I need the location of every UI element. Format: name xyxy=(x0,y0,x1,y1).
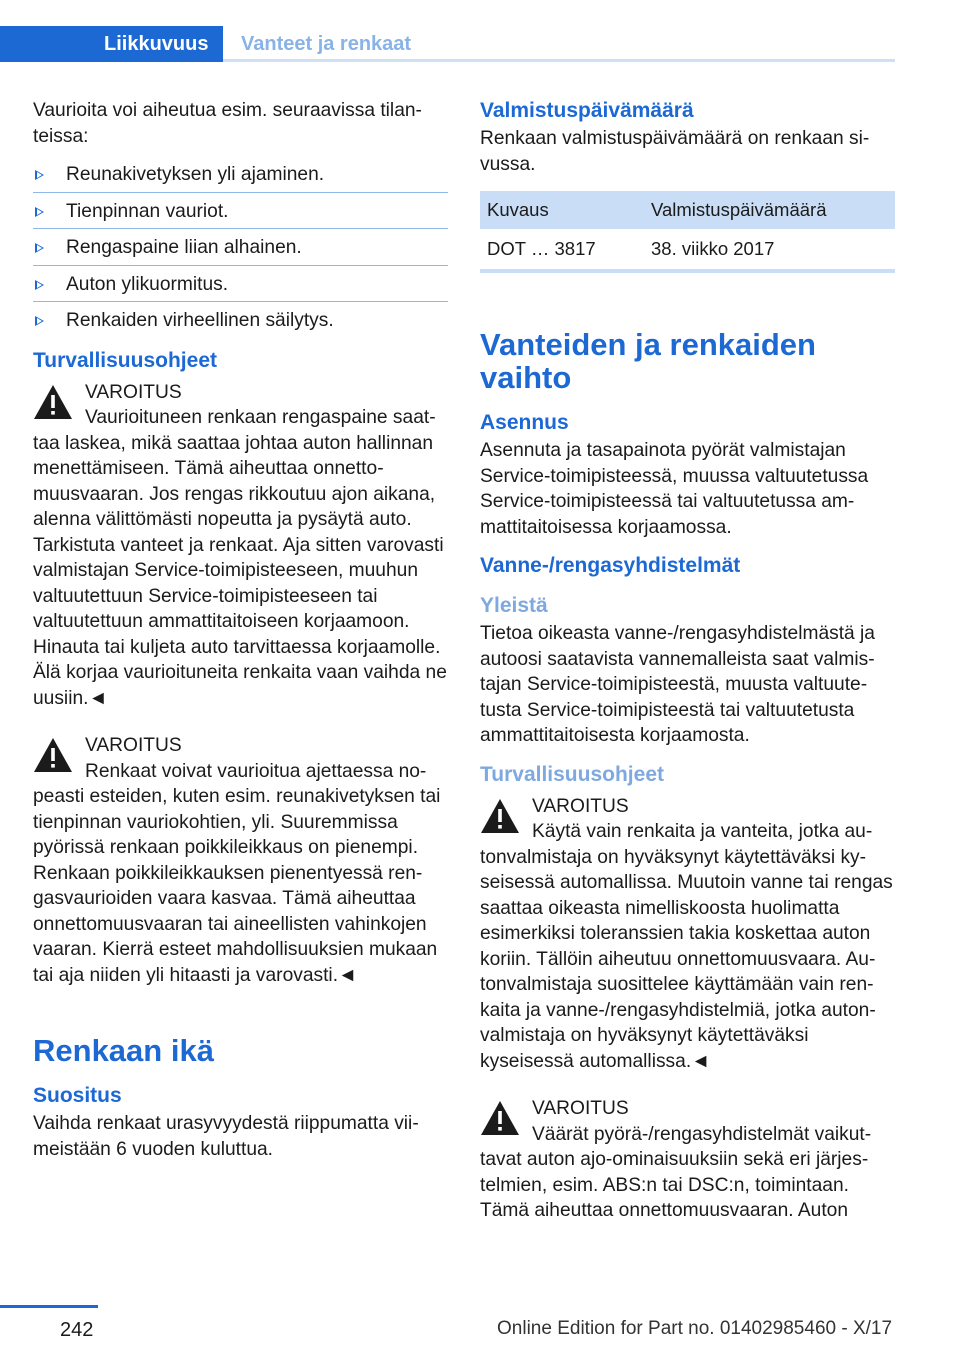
list-item xyxy=(33,162,448,193)
section-heading-combinations: Vanne-/rengasyhdistelmät xyxy=(480,554,741,577)
table-row xyxy=(480,229,895,271)
edition-note: Online Edition for Part no. 01402985460 - X/17 xyxy=(497,1318,893,1339)
section-title-tire-age: Renkaan ikä xyxy=(33,1033,214,1068)
warning-triangle-icon xyxy=(480,1100,520,1136)
recommendation-text: Vaihda renkaat urasyvyydestä riippumatta viimeistään 6 vuoden kuluttua. xyxy=(33,1113,419,1160)
right-column xyxy=(480,98,895,1246)
mounting-text: Asennuta ja tasapainota pyörät valmistajan Service-toimipisteessä, muussa valtuutetussa Service-toimipisteessä tai valtuutetussa ammattitaitoisessa korjaamossa. xyxy=(480,440,869,538)
list-item xyxy=(33,235,448,266)
table-cell: DOT … 3817 xyxy=(480,229,644,271)
warning-text: Vaurioituneen renkaan rengaspaine saattaa laskea, mikä saattaa johtaa auton hallinnan menettämiseen. Tämä aiheuttaa onnettomuusvaaran. Jos rengas rikkoutuu ajon aikana, alenna välittömästi nopeutta ja pysäytä auto. Tarkistuta vanteet ja renkaat. Aja sitten varovasti valmistajan Service-toimipisteeseen, muuhun valtuutettuun Service-toimipisteeseen tai valtuutettuun ammattitaitoiseen korjaamoon. Hinauta tai kuljeta auto tarvittaessa korjaamolle. Älä korjaa vaurioituneita renkaita vaan vaihda ne uusiin.◄ xyxy=(33,407,447,709)
warning-text: Käytä vain renkaita ja vanteita, jotka autonvalmistaja on hyväksynyt käytettäväksi kyseisessä automallissa. Muutoin vanne tai rengas saattaa oikeasta nimelliskoosta huolimatta esimerkiksi toleranssien takia koskettaa auton koriin. Tällöin aiheutuu onnettomuusvaara. Autonvalmistaja suosittelee käyttämään vain renkaita ja vanne-/rengasyhdistelmiä, jotka autonvalmistaja on hyväksynyt käytettäväksi kyseisessä automallissa.◄ xyxy=(480,821,893,1072)
header-rule xyxy=(223,59,895,62)
manufacture-date-text: Renkaan valmistuspäivämäärä on renkaan sivussa. xyxy=(480,128,870,175)
list-item-text: Auton ylikuormitus. xyxy=(66,273,229,295)
section-heading-manufacture-date: Valmistuspäivämäärä xyxy=(480,99,694,122)
warning-block xyxy=(480,1096,895,1224)
damage-causes-list xyxy=(33,162,448,334)
warning-text: Renkaat voivat vaurioitua ajettaessa nopeasti esteiden, kuten esim. reunakivetyksen tai tienpinnan vauriokohtien, yli. Suuremmissa pyörissä renkaan poikkileikkaus on pienempi. Renkaan poikkileikkauksen pienentyessä rengasvaurioiden vaara kasvaa. Tämä aiheuttaa onnettomuusvaaran tai aineellisten vahinkojen vaaran. Kierrä esteet mahdollisuuksien mukaan tai aja niiden yli hitaasti ja varovasti.◄ xyxy=(33,760,441,986)
bullet-triangle-icon xyxy=(35,316,44,326)
section-title-wheel-change: Vanteiden ja renkaiden vaihto xyxy=(480,327,816,395)
general-text: Tietoa oikeasta vanne-/rengasyhdistelmästä ja autoosi saatavista vannemalleista saat valmistajan Service-toimipisteestä, muusta valtuutetusta Service-toimipisteestä tai valtuutetusta ammattitaitoisesta korjaamosta. xyxy=(480,623,875,746)
warning-text: Väärät pyörä-/rengasyhdistelmät vaikuttavat auton ajo-ominaisuuksiin sekä eri järjestelmien, esim. ABS:n tai DSC:n, toimintaan. Tämä aiheuttaa onnettomuusvaaran. Auton xyxy=(480,1123,872,1221)
section-heading-safety-right: Turvallisuusohjeet xyxy=(480,762,664,786)
section-heading-mounting: Asennus xyxy=(480,411,569,434)
warning-block xyxy=(33,380,448,712)
table-header-cell: Valmistuspäivämäärä xyxy=(644,191,895,229)
tab-liikkuvuus[interactable]: Liikkuvuus xyxy=(0,26,223,62)
intro-text: Vaurioita voi aiheutua esim. seuraavissa tilanteissa: xyxy=(33,100,422,147)
list-item-text: Tienpinnan vauriot. xyxy=(66,200,229,222)
warning-label: VAROITUS xyxy=(85,735,182,756)
warning-label: VAROITUS xyxy=(532,795,629,817)
warning-label: VAROITUS xyxy=(532,1098,629,1119)
list-item-text: Reunakivetyksen yli ajaminen. xyxy=(66,164,325,185)
footer-rule xyxy=(0,1305,98,1308)
list-item xyxy=(33,199,448,230)
page-number: 242 xyxy=(60,1319,94,1341)
bullet-triangle-icon xyxy=(35,243,44,253)
table-cell: 38. viikko 2017 xyxy=(644,229,895,271)
warning-triangle-icon xyxy=(33,737,73,773)
section-heading-general: Yleistä xyxy=(480,594,548,617)
tab-vanteet-ja-renkaat[interactable]: Vanteet ja renkaat xyxy=(241,33,412,55)
bullet-triangle-icon xyxy=(35,207,44,217)
warning-block xyxy=(33,733,448,988)
left-column xyxy=(33,98,448,1162)
manufacture-date-table xyxy=(480,191,895,273)
list-item xyxy=(33,272,448,303)
bullet-triangle-icon xyxy=(35,280,44,290)
warning-block xyxy=(480,794,895,1075)
list-item-text: Renkaiden virheellinen säilytys. xyxy=(66,310,334,331)
warning-label: VAROITUS xyxy=(85,381,182,403)
section-heading-safety: Turvallisuusohjeet xyxy=(33,348,217,372)
list-item xyxy=(33,308,448,334)
list-item-text: Rengaspaine liian alhainen. xyxy=(66,237,302,258)
bullet-triangle-icon xyxy=(35,170,44,180)
section-heading-recommendation: Suositus xyxy=(33,1084,122,1107)
table-header-cell: Kuvaus xyxy=(480,191,644,229)
warning-triangle-icon xyxy=(33,384,73,420)
warning-triangle-icon xyxy=(480,798,520,834)
table-header-row xyxy=(480,191,895,229)
header-tabs xyxy=(0,26,895,62)
